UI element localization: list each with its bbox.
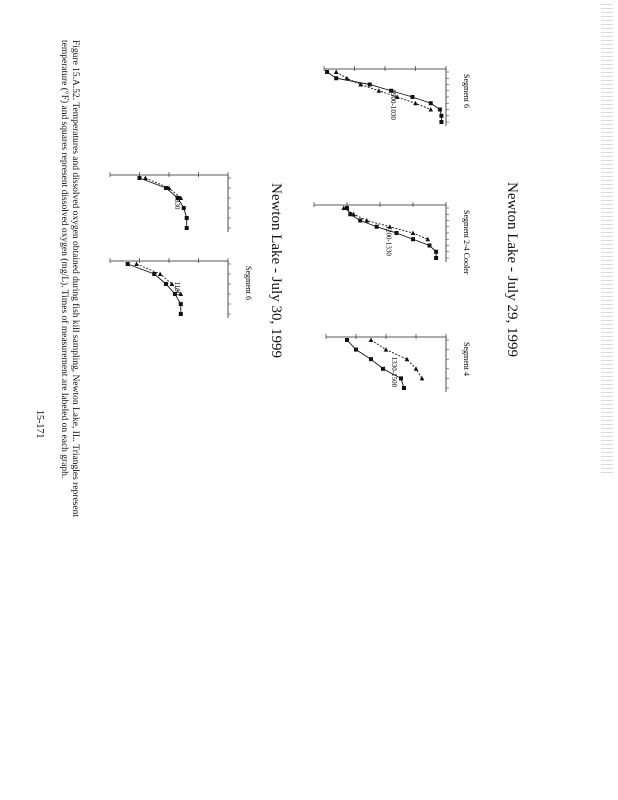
temperature-point: [143, 176, 148, 181]
oxygen-point: [369, 357, 373, 361]
oxygen-point: [402, 386, 406, 390]
temperature-point: [384, 347, 389, 352]
oxygen-point: [358, 219, 362, 223]
oxygen-point: [164, 282, 168, 286]
oxygen-point: [375, 225, 379, 229]
caption-line-1: Figure 15.A.52. Temperatures and dissolved oxygen obtained during fish kill sampling, Newton Lake, IL. Triangles represent: [70, 40, 80, 517]
oxygen-point: [182, 206, 186, 210]
caption-line-2: temperature (°F) and squares represent dissolved oxygen (mg/L). Times of measurement are labeled on each graph.: [59, 40, 69, 479]
oxygen-point: [354, 348, 358, 352]
oxygen-point: [429, 101, 433, 105]
oxygen-point: [345, 338, 349, 342]
panel-label: Segment 4: [462, 342, 471, 376]
oxygen-point: [439, 114, 443, 118]
temperature-point: [414, 366, 419, 371]
oxygen-point: [126, 262, 130, 266]
figure-title-top: Newton Lake - July 29, 1999: [504, 182, 520, 357]
temperature-point: [413, 101, 418, 106]
temperature-point: [134, 262, 139, 267]
panel-label: Segment 2-4 Cooler: [462, 210, 471, 275]
oxygen-point: [325, 70, 329, 74]
temperature-point: [158, 272, 163, 277]
oxygen-point: [411, 237, 415, 241]
oxygen-point: [334, 76, 338, 80]
oxygen-point: [138, 176, 142, 180]
oxygen-point: [185, 216, 189, 220]
temperature-point: [345, 76, 350, 81]
oxygen-point: [381, 367, 385, 371]
page-number: 15-171: [34, 410, 45, 439]
oxygen-point: [434, 250, 438, 254]
time-label: 0900-1030: [389, 89, 398, 120]
oxygen-point: [179, 302, 183, 306]
figure-title-bottom: Newton Lake - July 30, 1999: [268, 183, 284, 358]
time-label: 1100: [172, 281, 181, 296]
temperature-point: [334, 70, 339, 75]
temperature-point: [365, 218, 370, 223]
oxygen-point: [399, 376, 403, 380]
oxygen-point: [185, 226, 189, 230]
oxygen-point: [410, 95, 414, 99]
temperature-point: [377, 88, 382, 93]
time-label: 0830: [172, 195, 181, 210]
panel-label: Segment 6: [462, 74, 471, 108]
oxygen-point: [152, 272, 156, 276]
temperature-point: [420, 376, 425, 381]
oxygen-point: [434, 256, 438, 260]
oxygen-point: [179, 312, 183, 316]
oxygen-point: [395, 231, 399, 235]
time-label: 1200-1330: [384, 225, 393, 256]
panel-label: Segment 6: [244, 266, 253, 300]
temperature-point: [411, 231, 416, 236]
oxygen-point: [428, 244, 432, 248]
oxygen-point: [368, 83, 372, 87]
time-label: 1330-1500: [390, 356, 398, 388]
temperature-point: [428, 107, 433, 112]
oxygen-point: [439, 120, 443, 124]
oxygen-series-line: [327, 72, 441, 122]
oxygen-point: [438, 108, 442, 112]
temperature-point: [369, 338, 374, 343]
